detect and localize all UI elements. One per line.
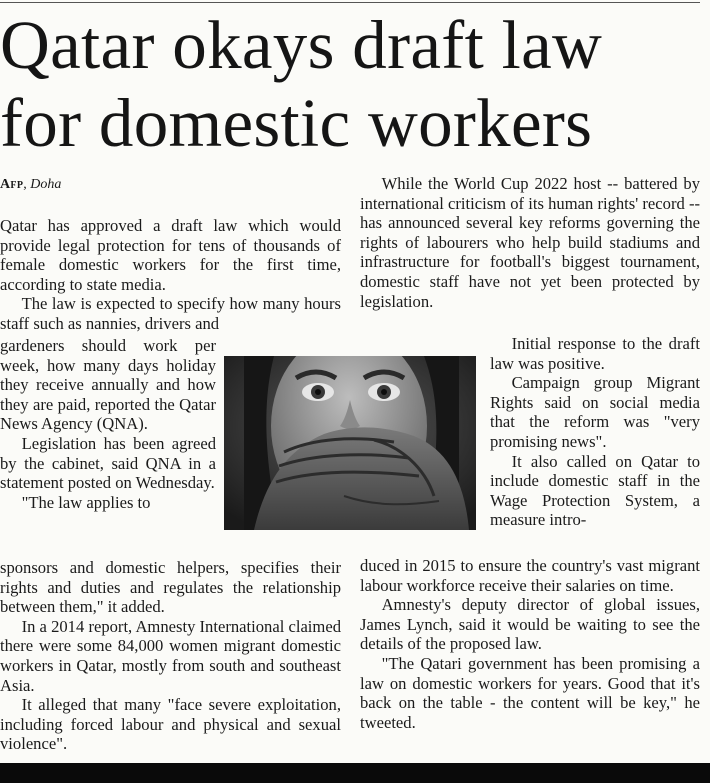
col2-paragraph-3: Campaign group Migrant Rights said on social media that the reform was "very promising news". — [490, 373, 700, 451]
col2-paragraph-2: Initial response to the draft law was positive. — [490, 334, 700, 373]
byline: Afp, Doha — [0, 177, 62, 192]
column-2-bottom — [360, 556, 700, 732]
page-bottom-bar — [0, 763, 710, 783]
headline — [0, 6, 706, 162]
col2-paragraph-1: While the World Cup 2022 host -- battered by international criticism of its human rights' record -- has announced several key reforms governing the rights of labourers who help build stadiums and infrastructure for football's biggest tournament, domestic staff have not yet been protected by legislation. — [360, 174, 700, 311]
column-1-top — [0, 216, 341, 334]
article-photo — [224, 356, 476, 530]
column-1-bottom — [0, 558, 341, 754]
col1-paragraph-5: In a 2014 report, Amnesty International claimed there were some 84,000 women migrant domestic workers in Qatar, mostly from south and southeast Asia. — [0, 616, 341, 695]
col1-paragraph-2-cont: gardeners should work per week, how many days holiday they receive annually and how they are paid, reported the Qatar News Agency (QNA). — [0, 336, 216, 434]
col1-paragraph-1: Qatar has approved a draft law which would provide legal protection for tens of thousands of female domestic workers for the first time, according to state media. — [0, 216, 341, 294]
column-2-wrap — [490, 334, 700, 530]
col1-paragraph-3: Legislation has been agreed by the cabinet, said QNA in a statement posted on Wednesday. — [0, 433, 216, 493]
byline-agency: Afp — [0, 177, 24, 192]
photo-woman-covered-mouth — [224, 356, 476, 530]
col2-paragraph-5: Amnesty's deputy director of global issues, James Lynch, said it would be waiting to see the details of the proposed law. — [360, 595, 700, 654]
headline-line-1: Qatar okays draft law — [0, 7, 603, 83]
column-2-top — [360, 174, 700, 311]
headline-line-2: for domestic workers — [0, 85, 593, 161]
top-rule — [0, 2, 700, 3]
column-1-wrap — [0, 336, 216, 512]
col1-paragraph-2-start: The law is expected to specify how many hours staff such as nannies, drivers and — [0, 294, 341, 333]
col1-paragraph-6: It alleged that many "face severe exploitation, including forced labour and physical and sexual violence". — [0, 695, 341, 754]
col1-paragraph-4-start: "The law applies to — [21, 492, 151, 512]
col2-paragraph-6: "The Qatari government has been promising a law on domestic workers for years. Good that it's back on the table - the content will be key," he tweeted. — [360, 653, 700, 732]
byline-place: Doha — [30, 177, 62, 192]
col2-paragraph-4-cont: duced in 2015 to ensure the country's vast migrant labour workforce receive their salaries on time. — [360, 556, 700, 595]
col2-paragraph-4-start: It also called on Qatar to include domestic staff in the Wage Protection System, a measure intro- — [490, 451, 700, 530]
col1-paragraph-4-cont: sponsors and domestic helpers, specifies their rights and duties and regulates the relationship between them," it added. — [0, 558, 341, 617]
